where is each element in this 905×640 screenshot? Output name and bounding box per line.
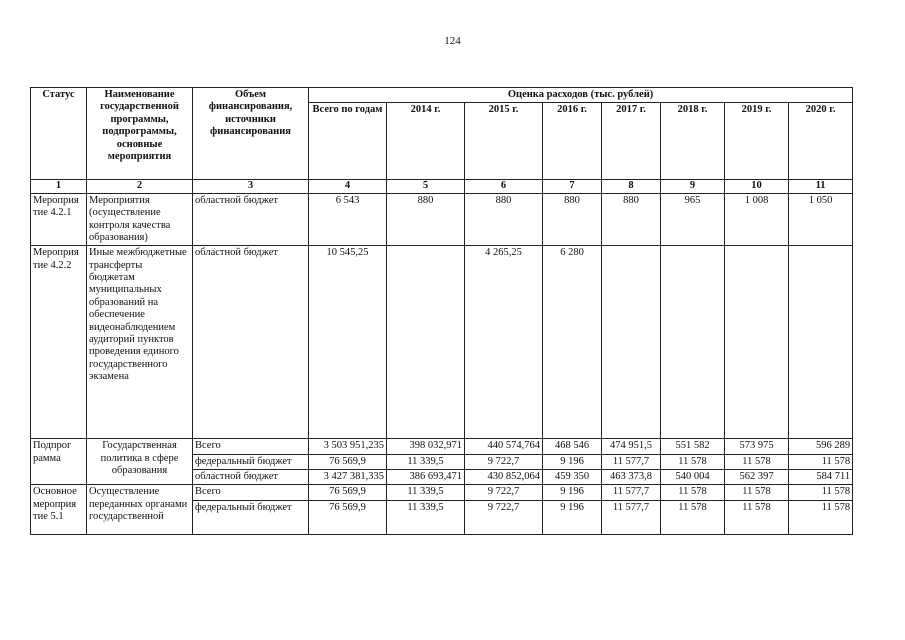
value-2015: 880 <box>465 193 543 246</box>
column-number: 3 <box>193 180 309 193</box>
header-year-2017: 2017 г. <box>602 103 661 180</box>
value-2018 <box>661 246 725 439</box>
value-2019: 11 578 <box>725 500 789 534</box>
row-name: Государственная политика в сфере образования <box>87 439 193 485</box>
row-status: Мероприя тие 4.2.1 <box>31 193 87 246</box>
header-year-2019: 2019 г. <box>725 103 789 180</box>
value-2020: 596 289 <box>789 439 853 454</box>
value-2015: 430 852,064 <box>465 470 543 485</box>
value-2020: 11 578 <box>789 485 853 500</box>
value-2018: 551 582 <box>661 439 725 454</box>
value-2017 <box>602 246 661 439</box>
budget-table <box>30 87 853 535</box>
value-2015: 9 722,7 <box>465 454 543 469</box>
value-2016: 468 546 <box>543 439 602 454</box>
row-name: Осуществление переданных органами государственной <box>87 485 193 534</box>
value-2015: 9 722,7 <box>465 485 543 500</box>
value-2017: 11 577,7 <box>602 454 661 469</box>
funding-source: областной бюджет <box>193 246 309 439</box>
header-total: Всего по годам <box>309 103 387 180</box>
funding-source: Всего <box>193 485 309 500</box>
value-2015: 4 265,25 <box>465 246 543 439</box>
header-funding: Объем финансирования, источники финансирования <box>193 88 309 180</box>
column-number: 6 <box>465 180 543 193</box>
value-2018: 965 <box>661 193 725 246</box>
value-2019: 573 975 <box>725 439 789 454</box>
value-total: 6 543 <box>309 193 387 246</box>
header-year-2015: 2015 г. <box>465 103 543 180</box>
value-2018: 540 004 <box>661 470 725 485</box>
table-row <box>31 439 853 454</box>
value-2014: 11 339,5 <box>387 485 465 500</box>
header-estimate: Оценка расходов (тыс. рублей) <box>309 88 853 103</box>
value-2020 <box>789 246 853 439</box>
column-number: 9 <box>661 180 725 193</box>
value-2020: 584 711 <box>789 470 853 485</box>
value-total: 10 545,25 <box>309 246 387 439</box>
header-year-2018: 2018 г. <box>661 103 725 180</box>
value-2016: 9 196 <box>543 500 602 534</box>
value-2018: 11 578 <box>661 454 725 469</box>
table-row <box>31 485 853 500</box>
row-status: Подпрог рамма <box>31 439 87 485</box>
value-2016: 6 280 <box>543 246 602 439</box>
value-2019 <box>725 246 789 439</box>
value-2017: 11 577,7 <box>602 485 661 500</box>
table-row <box>31 246 853 439</box>
column-number: 5 <box>387 180 465 193</box>
value-2018: 11 578 <box>661 500 725 534</box>
value-2016: 9 196 <box>543 485 602 500</box>
row-status: Мероприя тие 4.2.2 <box>31 246 87 439</box>
value-2015: 440 574,764 <box>465 439 543 454</box>
header-year-2020: 2020 г. <box>789 103 853 180</box>
row-name: Мероприятия (осуществление контроля качества образования) <box>87 193 193 246</box>
funding-source: областной бюджет <box>193 470 309 485</box>
value-2014: 398 032,971 <box>387 439 465 454</box>
header-year-2016: 2016 г. <box>543 103 602 180</box>
value-2016: 9 196 <box>543 454 602 469</box>
value-total: 76 569,9 <box>309 454 387 469</box>
column-number: 1 <box>31 180 87 193</box>
row-status: Основное мероприя тие 5.1 <box>31 485 87 534</box>
value-2016: 880 <box>543 193 602 246</box>
column-number: 10 <box>725 180 789 193</box>
column-number: 11 <box>789 180 853 193</box>
row-name: Иные межбюджетные трансферты бюджетам муниципальных образований на обеспечение видеонаблюдением аудиторий пунктов проведения единого государственного экзамена <box>87 246 193 439</box>
value-2017: 880 <box>602 193 661 246</box>
column-number: 4 <box>309 180 387 193</box>
page-number: 124 <box>444 35 461 47</box>
header-name: Наименование государственной программы, подпрограммы, основные мероприятия <box>87 88 193 180</box>
value-2014 <box>387 246 465 439</box>
funding-source: федеральный бюджет <box>193 500 309 534</box>
value-2020: 11 578 <box>789 454 853 469</box>
column-number: 7 <box>543 180 602 193</box>
column-number: 8 <box>602 180 661 193</box>
value-2015: 9 722,7 <box>465 500 543 534</box>
funding-source: Всего <box>193 439 309 454</box>
value-2016: 459 350 <box>543 470 602 485</box>
value-2019: 11 578 <box>725 454 789 469</box>
value-2014: 11 339,5 <box>387 500 465 534</box>
value-2017: 474 951,5 <box>602 439 661 454</box>
value-2014: 386 693,471 <box>387 470 465 485</box>
column-number: 2 <box>87 180 193 193</box>
column-number-row <box>31 180 853 193</box>
value-2014: 11 339,5 <box>387 454 465 469</box>
value-total: 3 503 951,235 <box>309 439 387 454</box>
value-total: 76 569,9 <box>309 500 387 534</box>
value-2019: 11 578 <box>725 485 789 500</box>
value-2018: 11 578 <box>661 485 725 500</box>
value-2014: 880 <box>387 193 465 246</box>
header-status: Статус <box>31 88 87 180</box>
funding-source: областной бюджет <box>193 193 309 246</box>
table-row <box>31 193 853 246</box>
header-year-2014: 2014 г. <box>387 103 465 180</box>
value-2017: 11 577,7 <box>602 500 661 534</box>
value-total: 76 569,9 <box>309 485 387 500</box>
value-2020: 1 050 <box>789 193 853 246</box>
funding-source: федеральный бюджет <box>193 454 309 469</box>
value-2019: 1 008 <box>725 193 789 246</box>
value-total: 3 427 381,335 <box>309 470 387 485</box>
value-2020: 11 578 <box>789 500 853 534</box>
value-2017: 463 373,8 <box>602 470 661 485</box>
value-2019: 562 397 <box>725 470 789 485</box>
